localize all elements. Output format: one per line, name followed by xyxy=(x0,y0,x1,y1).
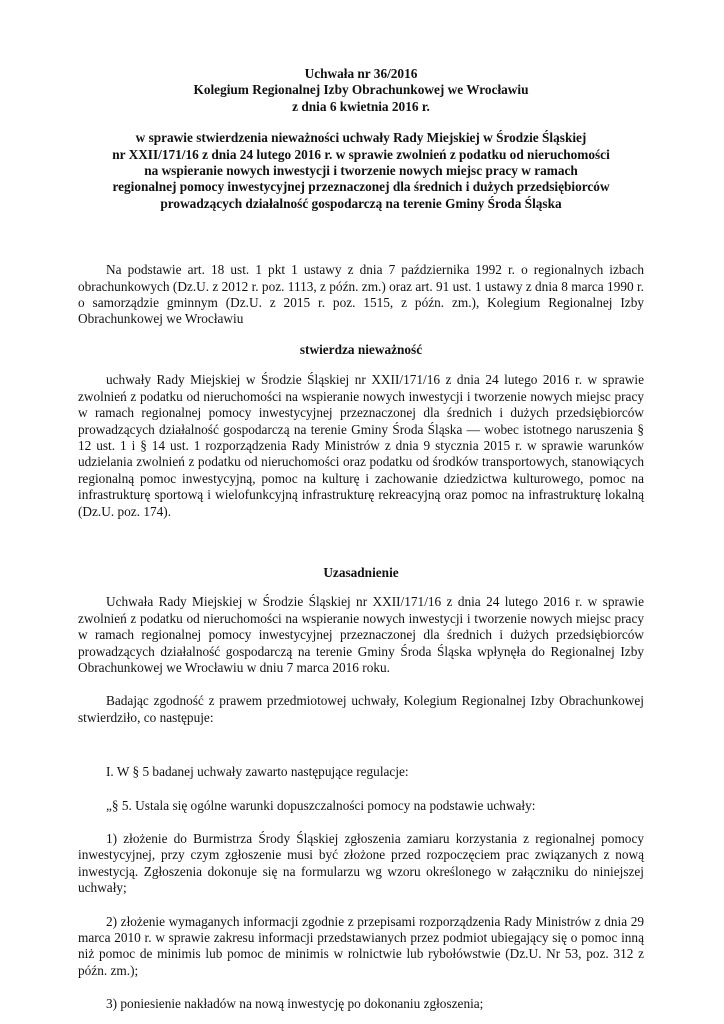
justification-paragraph-2: Badając zgodność z prawem przedmiotowej uchwały, Kolegium Regionalnej Izby Obrachunkowej stwierdziło, co następuje: xyxy=(78,693,644,725)
decision-paragraph: uchwały Rady Miejskiej w Środzie Śląskiej nr XXII/171/16 z dnia 24 lutego 2016 r. w sprawie zwolnień z podatku od nieruchomości na wspieranie nowych inwestycji i tworzenie nowych miejsc pracy w ramach regionalnej pomocy inwestycyjnej przeznaczonej dla średnich i dużych przedsiębiorców prowadzących działalność gospodarczą na terenie Gminy Środa Śląska — wobec istotnego naruszenia § 12 ust. 1 i § 14 ust. 1 rozporządzenia Rady Ministrów z dnia 9 stycznia 2015 r. w sprawie warunków udzielania zwolnień z podatku od nieruchomości oraz podatku od środków transportowych, stanowiących regionalną pomoc inwestycyjną, pomoc na kulturę i zachowanie dziedzictwa kulturowego, pomoc na infrastrukturę sportową i wielofunkcyjną infrastrukturę rekreacyjną oraz pomoc na infrastrukturę lokalną (Dz.U. poz. 174). xyxy=(78,372,644,519)
resolution-subject xyxy=(78,130,644,212)
justification-heading: Uzasadnienie xyxy=(323,564,399,580)
resolution-date: z dnia 6 kwietnia 2016 r. xyxy=(292,98,430,114)
quote-intro-paragraph: „§ 5. Ustala się ogólne warunki dopuszczalności pomocy na podstawie uchwały: xyxy=(106,797,536,813)
list-item-3: 3) poniesienie nakładów na nową inwestycję po dokonaniu zgłoszenia; xyxy=(106,996,484,1012)
subject-line: na wspieranie nowych inwestycji i tworzenie nowych miejsc pracy w ramach xyxy=(144,163,578,179)
subject-line: regionalnej pomocy inwestycyjnej przeznaczonej dla średnich i dużych przedsiębiorców xyxy=(112,179,610,195)
subject-line: prowadzących działalność gospodarczą na terenie Gminy Środa Śląska xyxy=(160,195,562,211)
list-item-2: 2) złożenie wymaganych informacji zgodnie z przepisami rozporządzenia Rady Ministrów z dnia 29 marca 2010 r. w sprawie zakresu informacji przedstawianych przez podmiot ubiegający się o pomoc inną niż pomoc de minimis lub pomoc de minimis w rolnictwie lub rybołówstwie (Dz.U. Nr 53, poz. 312 z późn. zm.); xyxy=(78,913,644,978)
resolution-header xyxy=(78,66,644,115)
subject-line: nr XXII/171/16 z dnia 24 lutego 2016 r. w sprawie zwolnień z podatku od nieruchomości xyxy=(112,146,610,162)
resolution-issuer: Kolegium Regionalnej Izby Obrachunkowej we Wrocławiu xyxy=(193,82,529,98)
subject-line: w sprawie stwierdzenia nieważności uchwały Rady Miejskiej w Środzie Śląskiej xyxy=(135,130,587,146)
resolution-title: Uchwała nr 36/2016 xyxy=(304,66,418,81)
decision-heading: stwierdza nieważność xyxy=(299,341,423,357)
justification-paragraph-1: Uchwała Rady Miejskiej w Środzie Śląskiej nr XXII/171/16 z dnia 24 lutego 2016 r. w sprawie zwolnień z podatku od nieruchomości na wspieranie nowych inwestycji i tworzenie nowych miejsc pracy w ramach regionalnej pomocy inwestycyjnej przeznaczonej dla średnich i dużych przedsiębiorców prowadzących działalność gospodarczą na terenie Gminy Środa Śląska wpłynęła do Regionalnej Izby Obrachunkowej we Wrocławiu w dniu 7 marca 2016 roku. xyxy=(78,594,644,675)
list-item-1: 1) złożenie do Burmistrza Środy Śląskiej zgłoszenia zamiaru korzystania z regionalnej pomocy inwestycyjnej, przy czym zgłoszenie musi być złożone przed rozpoczęciem prac związanych z nową inwestycją. Zgłoszenia dokonuje się na formularzu wg wzoru określonego w załączniku do niniejszej uchwały; xyxy=(78,831,644,896)
legal-basis-paragraph: Na podstawie art. 18 ust. 1 pkt 1 ustawy z dnia 7 października 1992 r. o regionalnych izbach obrachunkowych (Dz.U. z 2012 r. poz. 1113, z późn. zm.) oraz art. 91 ust. 1 ustawy z dnia 8 marca 1990 r. o samorządzie gminnym (Dz.U. z 2015 r. poz. 1515, z późn. zm.), Kolegium Regionalnej Izby Obrachunkowej we Wrocławiu xyxy=(78,262,644,327)
section-i-paragraph: I. W § 5 badanej uchwały zawarto następujące regulacje: xyxy=(106,764,409,780)
